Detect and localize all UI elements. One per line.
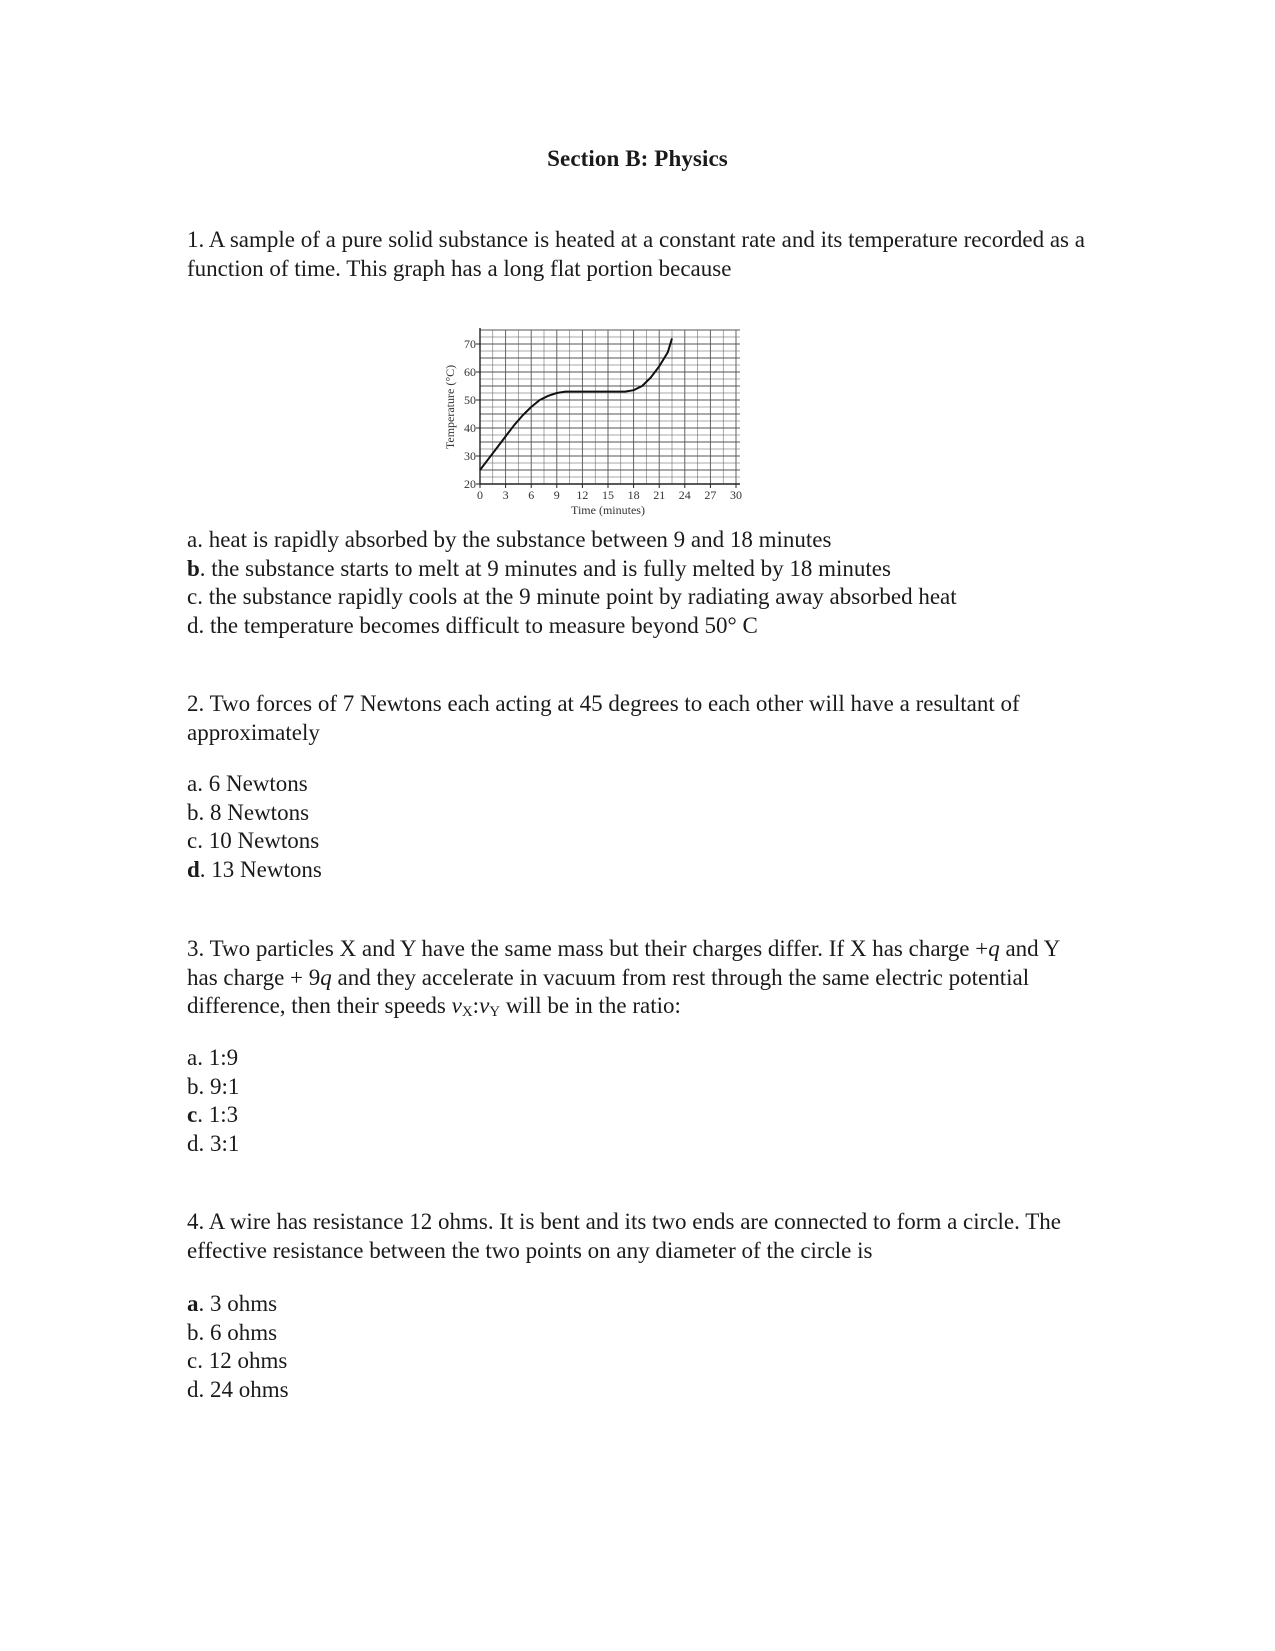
option-text: . the substance starts to melt at 9 minutes and is fully melted by 18 minutes <box>199 555 891 581</box>
option-letter: d <box>187 1130 199 1156</box>
option-text: . 6 Newtons <box>197 771 308 796</box>
q3-option-d <box>187 1130 1087 1159</box>
x-tick-label: 24 <box>678 488 691 502</box>
subscript-y: Y <box>489 1004 501 1020</box>
x-tick-label: 9 <box>553 488 560 502</box>
stem-text: will be in the ratio: <box>500 993 681 1018</box>
q2-option-d <box>187 856 1087 885</box>
q3-option-a <box>187 1044 1087 1073</box>
option-letter: c <box>187 828 198 853</box>
question-4-options <box>187 1290 1087 1404</box>
q3-option-b <box>187 1073 1087 1102</box>
option-letter: b <box>187 799 199 825</box>
option-text: . 3:1 <box>198 1130 240 1156</box>
q2-option-b <box>187 799 1087 828</box>
x-tick-label: 27 <box>704 488 717 502</box>
speed-symbol: v <box>451 993 462 1018</box>
question-4-stem: 4. A wire has resistance 12 ohms. It is bent and its two ends are connected to form a circle. The effective resistance between the two points on any diameter of the circle is <box>187 1209 1061 1263</box>
option-text: . 6 ohms <box>198 1319 278 1345</box>
option-text: . the substance rapidly cools at the 9 minute point by radiating away absorbed heat <box>197 584 957 609</box>
x-tick-label: 3 <box>502 488 509 502</box>
x-tick-label: 30 <box>730 488 742 502</box>
y-tick-label: 70 <box>464 337 476 351</box>
x-tick-label: 18 <box>627 488 640 502</box>
option-letter: a <box>187 771 198 796</box>
y-axis-label: Temperature (°C) <box>443 364 457 450</box>
section-title: Section B: Physics <box>547 146 728 171</box>
x-tick-label: 21 <box>653 488 666 502</box>
question-2-stem: 2. Two forces of 7 Newtons each acting at 45 degrees to each other will have a resultant of approximately <box>187 691 1020 745</box>
y-tick-label: 40 <box>464 421 476 435</box>
option-text: . 10 Newtons <box>197 828 320 853</box>
option-letter: d <box>187 612 199 638</box>
option-letter: a <box>187 1291 199 1316</box>
q4-option-b <box>187 1319 1087 1348</box>
x-axis-label: Time (minutes) <box>571 503 645 517</box>
q1-option-d <box>187 612 1087 641</box>
option-letter: a <box>187 1045 198 1070</box>
option-text: . 3 ohms <box>198 1291 278 1316</box>
option-text: . 9:1 <box>198 1073 240 1099</box>
option-letter: b <box>187 555 200 581</box>
option-letter: c <box>187 1348 198 1373</box>
x-tick-label: 0 <box>477 488 483 502</box>
q2-option-a <box>187 770 1087 799</box>
q4-option-d <box>187 1376 1087 1405</box>
option-letter: c <box>187 1102 198 1127</box>
speed-symbol: v <box>479 993 490 1018</box>
q4-option-c <box>187 1347 1087 1376</box>
y-tick-label: 50 <box>464 393 476 407</box>
option-text: . 13 Newtons <box>199 856 322 882</box>
question-3-stem <box>187 935 1087 1027</box>
stem-text: and they accelerate in vacuum from rest through the same electric potential difference, then their speeds <box>187 964 1030 1018</box>
option-text: . 1:9 <box>197 1045 239 1070</box>
option-letter: a <box>187 527 198 552</box>
option-letter: c <box>187 584 198 609</box>
option-letter: b <box>187 1073 199 1099</box>
x-tick-label: 6 <box>528 488 535 502</box>
option-text: . 8 Newtons <box>198 799 310 825</box>
y-tick-label: 60 <box>464 365 476 379</box>
q2-option-c <box>187 827 1087 856</box>
temperature-time-chart <box>440 328 780 528</box>
option-letter: d <box>187 1376 199 1402</box>
stem-text: and Y has charge + 9 <box>187 936 1060 990</box>
option-letter: d <box>187 856 200 882</box>
q1-option-a <box>187 526 1087 555</box>
y-tick-label: 30 <box>464 449 476 463</box>
option-letter: b <box>187 1319 199 1345</box>
option-text: . heat is rapidly absorbed by the substance between 9 and 18 minutes <box>197 527 832 552</box>
question-1-stem: 1. A sample of a pure solid substance is heated at a constant rate and its temperature recorded as a function of time. This graph has a long flat portion because <box>187 227 1085 281</box>
q1-option-c <box>187 583 1087 612</box>
q3-option-c <box>187 1101 1087 1130</box>
subscript-x: X <box>461 1004 473 1020</box>
charge-symbol: q <box>320 964 332 990</box>
q4-option-a <box>187 1290 1087 1319</box>
question-1-options <box>187 526 1087 640</box>
charge-symbol: q <box>988 936 1000 961</box>
option-text: . 12 ohms <box>197 1348 288 1373</box>
stem-text: 3. Two particles X and Y have the same mass but their charges differ. If X has charge + <box>187 936 989 961</box>
question-2-options <box>187 770 1087 884</box>
option-text: . 24 ohms <box>198 1376 289 1402</box>
option-text: . 1:3 <box>197 1102 239 1127</box>
x-tick-label: 12 <box>576 488 589 502</box>
option-text: . the temperature becomes difficult to measure beyond 50° C <box>198 612 758 638</box>
q1-option-b <box>187 555 1087 584</box>
question-3-options <box>187 1044 1087 1158</box>
y-tick-label: 20 <box>464 477 476 491</box>
x-tick-label: 15 <box>602 488 614 502</box>
ratio-colon: : <box>472 993 480 1018</box>
